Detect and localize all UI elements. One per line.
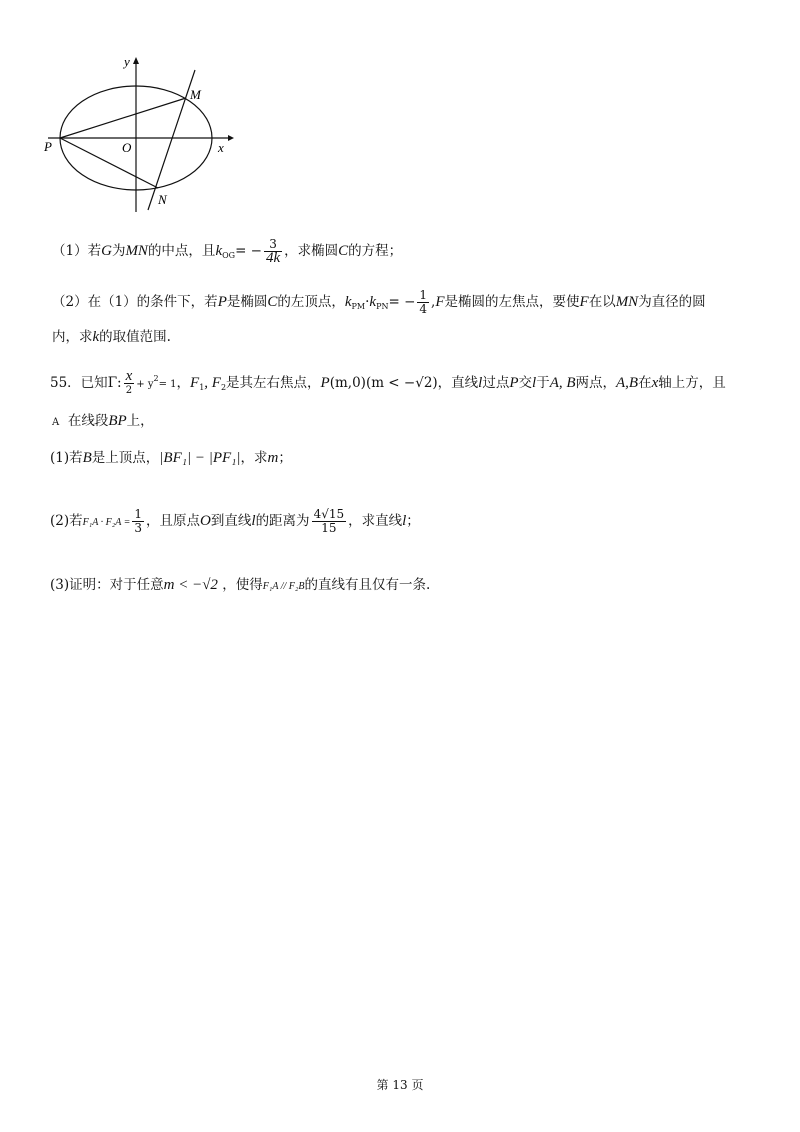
expression: m < −√2 [163, 577, 218, 593]
text: （1）若 [52, 243, 102, 259]
text: 是椭圆的左焦点，要使 [444, 294, 580, 310]
text: 交 [518, 375, 533, 391]
text: 是上顶点， [91, 450, 160, 466]
var-bp: BP [108, 413, 127, 429]
label-x: x [218, 140, 224, 155]
text: 的取值范围. [99, 329, 171, 345]
var-x: x [651, 375, 659, 391]
var-p: P [320, 375, 330, 391]
var-l: l [402, 513, 407, 529]
var-k: k [344, 294, 352, 310]
text: 上， [126, 413, 154, 429]
q55-part1 [50, 449, 292, 467]
text: (m < −√2) [365, 375, 438, 391]
segment-pn [60, 138, 158, 188]
fraction: $\frac{3}{4k}$ [265, 237, 281, 266]
var-f: F [579, 294, 589, 310]
text: 为直径的圆 [638, 294, 706, 310]
text: 是椭圆 [226, 294, 268, 310]
text: ，求 [240, 450, 268, 466]
var-c: C [267, 294, 278, 310]
q54-part2 [52, 289, 706, 316]
subscript: PN [376, 302, 389, 311]
text: 两点， [575, 375, 617, 391]
text: (1)若 [50, 450, 83, 466]
var-p: P [217, 294, 227, 310]
text: 的方程； [348, 243, 403, 259]
var-f: F [435, 294, 445, 310]
text: ，直线 [437, 375, 479, 391]
var-f: F [190, 375, 200, 391]
fraction: $\frac{4√15}{15}$ [313, 507, 345, 535]
text: ； [278, 450, 292, 466]
text: 过点 [482, 375, 510, 391]
text: · [365, 294, 370, 310]
text: + y [136, 379, 154, 390]
text: 的距离为 [255, 513, 310, 529]
label-y: y [124, 54, 130, 69]
var-ab: A, B [549, 375, 576, 391]
text: 的中点，且 [147, 243, 216, 259]
text: 为 [111, 243, 126, 259]
line-mn [148, 70, 195, 210]
text: ； [406, 513, 420, 529]
text: (3)证明：对于任意 [50, 577, 164, 593]
var-l: l [251, 513, 256, 529]
q55-part2 [50, 508, 420, 535]
label-p: P [44, 139, 52, 154]
text: Γ: [107, 375, 122, 391]
q54-part1 [52, 238, 402, 265]
var-a: A [52, 417, 60, 428]
fraction: $\frac{1}{4}$ [419, 288, 428, 316]
text: ，求椭圆 [284, 243, 339, 259]
text: 在以 [588, 294, 616, 310]
text: ，且原点 [146, 513, 201, 529]
text: (m,0) [329, 375, 366, 391]
var-m: m [267, 450, 279, 466]
var-k: k [92, 329, 100, 345]
text: 于 [536, 375, 550, 391]
text: 内，求 [52, 329, 93, 345]
var-o: O [200, 513, 211, 529]
x-axis-arrow [228, 135, 234, 141]
q55-part3 [50, 576, 430, 596]
text: 在 [638, 375, 652, 391]
q55-intro: 55．已知Γ: $\frac{x}{2}$ + $y^2= 1$，$F_1$, $F_2$是其左右焦点，P(m,0)(m < −√2)，直线l过点P交l于A, B两点，A,B在x轴上方，且 [50, 368, 726, 396]
ellipse-figure [40, 52, 240, 222]
var-p: P [509, 375, 519, 391]
label-m: M [190, 87, 201, 102]
fraction: $\frac{x}{2}$ [125, 368, 133, 396]
var-mn: MN [615, 294, 639, 310]
text: 到直线 [210, 513, 252, 529]
expression: |BF₁| − |PF₁| [159, 450, 241, 466]
fraction: $\frac{1}{3}$ [134, 507, 143, 535]
subscript: PM [351, 302, 366, 311]
text: = − [235, 243, 262, 259]
text: , [431, 294, 436, 310]
subscript: OG [222, 251, 236, 260]
text: = 1 [158, 379, 177, 390]
var-c: C [338, 243, 349, 259]
text: 轴上方，且 [658, 375, 726, 391]
y-axis-arrow [133, 57, 139, 64]
var-mn: MN [125, 243, 148, 259]
expression: F₁A // F₂B [262, 581, 305, 592]
q55-line2 [52, 412, 154, 432]
label-o: O [122, 140, 132, 155]
expression: F₁A · F₂A = [82, 517, 131, 528]
var-l: l [532, 375, 537, 391]
var-l: l [478, 375, 483, 391]
text: (2)若 [50, 513, 83, 529]
var-g: G [101, 243, 112, 259]
text: = − [388, 294, 416, 310]
text: 是其左右焦点， [226, 375, 321, 391]
var-ab: A,B [616, 375, 639, 391]
text: （2）在（1）的条件下，若 [52, 294, 218, 310]
label-n: N [158, 192, 167, 207]
question-number: 55．已知 [50, 375, 108, 391]
var-b: B [82, 450, 92, 466]
text: ，使得 [222, 577, 263, 593]
text: 的左顶点， [277, 294, 345, 310]
page-number: 第 13 页 [376, 1078, 424, 1092]
var-k: k [215, 243, 223, 259]
text: 在线段 [67, 413, 109, 429]
text: 的直线有且仅有一条. [304, 577, 431, 593]
q54-part2-cont [52, 328, 171, 346]
text: ， [176, 375, 191, 391]
var-k: k [369, 294, 377, 310]
text: ，求直线 [348, 513, 403, 529]
